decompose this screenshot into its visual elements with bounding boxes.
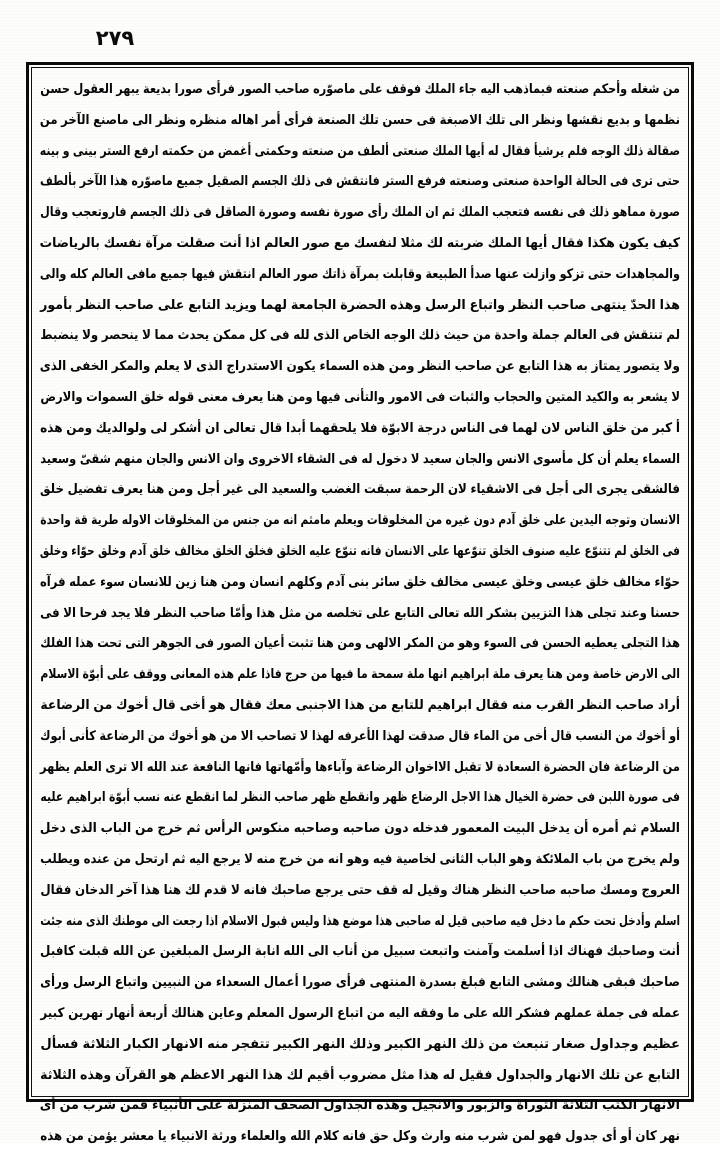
page-folio-number: ٢٧٩ [95, 26, 135, 50]
text-line: كيف يكون هكذا فقال أيها الملك ضربته لك مثلا لنفسك مع صور العالم اذا أنت صقلت مرآة نفسك بالرياضات [39, 235, 680, 251]
text-line: الانهار الكتب الثلاثة التوراة والزبور والانجيل وهذه الجداول الصحف المنزلة على الأنبياء فمن شرب من أى [39, 1098, 680, 1114]
text-line: فالشقى يجرى الى أجل فى الاشقياء لان الرحمة سبقت الغضب والسعيد الى غير أجل ومن هنا يعرف تفضيل خلق [40, 482, 681, 498]
text-line: حتى ترى فى الحالة الواحدة صنعتى وصنعته فرفع الستر فانتقش فى ذلك الجسم الصقيل جميع ماصوّره هذا الآخر بألطف [40, 174, 681, 190]
text-line: أنت وصاحبك فهناك اذا أسلمت وآمنت واتبعت سبيل من أناب الى الله انابة الرسل المبلغين عن الله قبلت كافبل [40, 944, 681, 960]
text-line: نهر كان أو أى جدول فهو لمن شرب منه وارث وكل حق فانه كلام الله والعلماء ورثة الانبياء يا معشر يؤمن من هذه [40, 1129, 681, 1145]
text-line: ولم يخرج من باب الملائكة وهو الباب الثانى لخاصية فيه وهو انه من خرج منه لا يرجع اليه ثم ارتحل من عنده ويطلب [40, 851, 680, 867]
text-line: لا يشعر به والكيد المتين والحجاب والثبات فى الامور والتأنى فيها ومن هنا يعرف معنى قوله خلق السموات والارض [40, 389, 680, 405]
text-line: الانسان وتوجه اليدين على خلق آدم دون غيره من المخلوقات ويعلم مامثم انه من جنس من المخلوقات الاوله طرية قة واحدة [40, 513, 680, 529]
text-line: السماء يعلم أن كل مأسوى الانس والجان سعيد لا دخول له فى الشقاء الاخروى وان الانس والجان منهم شقىّ وسعيد [40, 451, 681, 467]
arabic-text-block [39, 73, 681, 1145]
text-line: عظيم وجداول صغار تنبعث من ذلك النهر الكبير وذلك النهر الكبير تتفجر منه الانهار الكبار الثلاثة فسأل [40, 1036, 680, 1052]
text-line: من شغله وأحكم صنعته فبماذهب اليه جاء الملك فوقف على ماصوّره صاحب الصور فرأى صورا بديعة يبهر العقول حسن [40, 82, 681, 97]
text-line: فى صورة اللبن فى حضرة الخيال هذا الاجل الرضاع ظهر وانقطع ظهر صاحب النظر لما انقطع عنه نسب أبوّة ابراهيم عليه [40, 790, 681, 806]
text-line: من الرضاعة فان الحضرة السعادة لا تقبل الااخوان الرضاعة وآباءها وأمّهاتها فانها النافعة عند الله الا ترى العلم يظهر [39, 759, 680, 775]
text-line: نظمها و بديع نقشها ونظر الى تلك الاصبغة فى حسن تلك الصنعة فرأى أمر اهاله منظره ونظر الى ماصنع الآخر من [39, 112, 680, 128]
text-line: حسنا وعند تجلى هذا التزيين بشكر الله تعالى التابع على تخلصه من مثل هذا وأمّا صاحب النظر فلا يجد فرحا الا فى [40, 605, 681, 621]
text-line: حوّاء مخالف خلق عيسى وخلق عيسى مخالف خلق سائر بنى آدم وكلهم انسان ومن هنا زين للانسان سوء عمله فرآه [39, 574, 681, 590]
text-line: اسلم وأدخل تحت حكم ما دخل فيه صاحبى قيل له صاحبى هذا موضع هذا وليس قبول الاسلام اذا رجعت الى موطنك الذى منه جئت [40, 913, 680, 929]
text-line: أراد صاحب النظر القرب منه فقال ابراهيم للتابع من هذا الاجنبى معك فقال هو أخى قال أخوك من الرضاعة [40, 697, 681, 713]
text-line: أ كبر من خلق الناس لان لهما فى الناس درجة الابوّة فلا يلحقهما أبدا قال تعالى ان أشكر لى ولوالديك ومن هذه [40, 420, 680, 436]
text-line: السلام ثم أمره أن يدخل البيت المعمور فدخله دون صاحبه وصاحبه منكوس الرأس ثم خرج من الباب الذى دخل [39, 821, 681, 837]
text-line: لم تنتقش فى العالم جملة واحدة من حيث ذلك الوجه الخاص الذى لله فى كل ممكن يحدث مما لا ينحصر ولا ينضبط [40, 328, 681, 344]
text-line: العروج ومسك صاحبه صاحب النظر هناك وقيل له قف حتى يرجع صاحبك فانه لا قدم لك هنا هذا آخر الدخان فقال [40, 882, 681, 898]
text-line: والمجاهدات حتى تزكو وازلت عنها صدأ الطبيعة وقابلت بمرآة ذاتك صور العالم انتقش فيها جميع مافى العالم كله والى [39, 266, 681, 282]
text-line: صاحبك فبقى هنالك ومشى التابع فبلغ بسدرة المنتهى فرأى صورا أعمال السعداء من النبيين واتباع الرسل ورأى [40, 975, 681, 991]
text-line: ولا يتصور يمتاز به هذا التابع عن صاحب النظر ومن هذه السماء يكون الاستدراج الذى لا يعلم والمكر الخفى الذى [39, 359, 680, 375]
text-line: هذا الحدّ ينتهى صاحب النظر واتباع الرسل وهذه الحضرة الجامعة لهما ويزيد التابع على صاحب النظر بأمور [40, 297, 680, 313]
text-line: هذا التجلى يعطيه الحسن فى السوء وهو من المكر الالهى ومن هنا تثبت أعيان الصور فى الجوهر التى تحت هذا الفلك [40, 636, 680, 652]
text-line: أو أخوك من النسب قال أخى من الماء قال صدقت لهذا الأعرفه لهذا لا تصاحب الا من هو أخوك من الرضاعة كأنى أبوك [40, 728, 680, 744]
text-line: فى الخلق لم تتنوّع عليه صنوف الخلق تنوّعها على الانسان فانه تنوّع عليه الخلق فخلق الخلق مخالف خلق آدم وخلق حوّاء وخلق [39, 543, 681, 559]
text-line: الى الارض خاصة ومن هنا يعرف ملة ابراهيم انها ملة سمحة ما فيها من حرج فاذا علم هذه المعانى ووقف على أبوّة الاسلام [40, 667, 681, 683]
text-line: صورة مماهو ذلك فى نفسه فتعجب الملك ثم ان الملك رأى صورة نفسه وصورة الصاقل فى ذلك الجسم فاروتعجب وقال [40, 205, 680, 221]
text-line: عمله فى جملة عملهم فشكر الله على ما وفقه اليه من اتباع الرسول المعلم وعاين هنالك أربعة أنهار نهرين كبير [40, 1005, 680, 1021]
text-line: التابع عن تلك الانهار والجداول فقيل له هذا مثل مضروب أقيم لك هذا النهر الاعظم هو القرآن وهذه الثلاثة [40, 1067, 681, 1083]
text-line: صقالة ذلك الوجه فلم يرشيأ فقال له أيها الملك صنعتى ألطف من صنعته وحكمتى أغمض من حكمته ارفع الستر بينى و بينه [39, 143, 681, 159]
